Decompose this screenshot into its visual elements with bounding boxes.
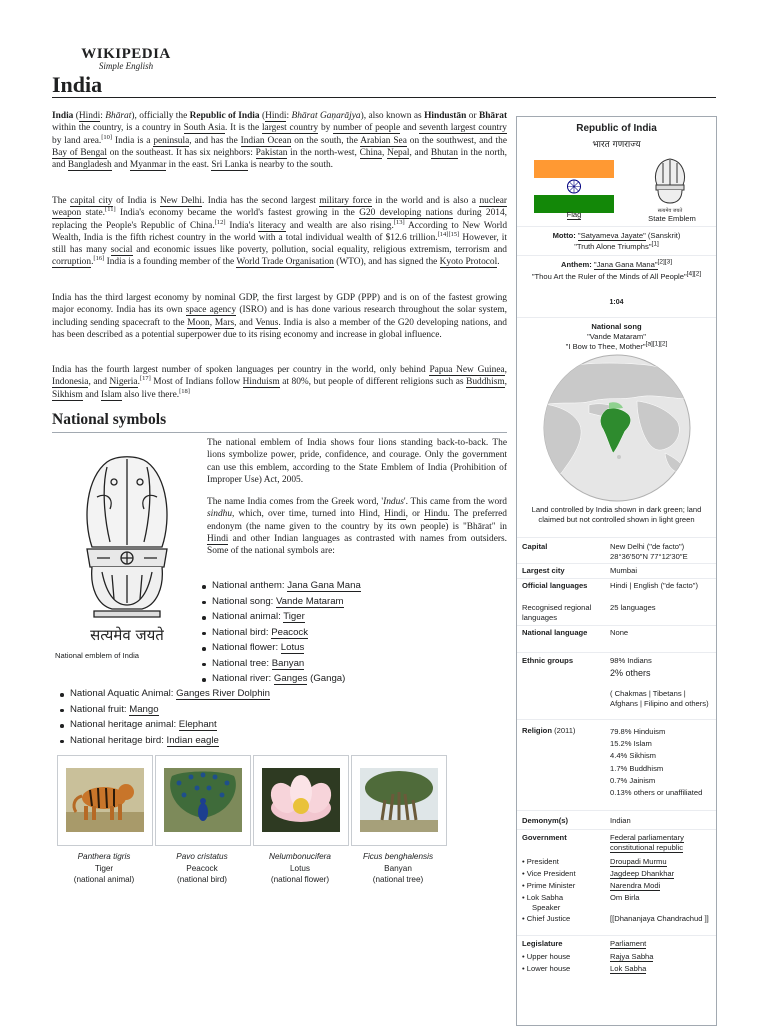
- text: (ISRO) and is has done various research throughout the solar system, including sending spacecraft to the: [52, 305, 507, 328]
- gallery-image-tiger[interactable]: [57, 755, 153, 846]
- text: . India is also a member of the G20 developing nations, and has been described as a potential superpower due to its rising economy and increase in global influence.: [52, 317, 507, 340]
- link-indian-ocean[interactable]: Indian Ocean: [240, 135, 292, 146]
- religion-item: 15.2% Islam: [610, 739, 652, 749]
- text: :: [286, 111, 292, 121]
- text: and wealth are also rising.: [285, 220, 394, 231]
- link-social[interactable]: social: [110, 245, 133, 256]
- list-item-link[interactable]: Tiger: [283, 611, 305, 622]
- emblem-motto-text: सत्यमेव जयते: [90, 626, 164, 644]
- link-bay-of-bengal[interactable]: Bay of Bengal: [52, 147, 107, 158]
- religion-label: [522, 726, 575, 736]
- president-value: [610, 857, 712, 867]
- gallery-caption-lotus: [252, 851, 348, 886]
- text: and: [82, 389, 101, 400]
- text: in the north, and: [52, 147, 508, 171]
- link-hindi[interactable]: Hindi: [207, 533, 229, 544]
- motto-line: [517, 231, 716, 240]
- text: ,: [504, 365, 507, 375]
- text: India is a founding member of the: [104, 257, 237, 268]
- common-name: Tiger: [94, 863, 114, 873]
- symbols-list: [200, 580, 361, 689]
- text: state.: [81, 208, 106, 219]
- state-emblem-label: State Emblem: [648, 214, 696, 223]
- text: in the east.: [166, 160, 212, 171]
- reference-link[interactable]: [18]: [179, 387, 190, 395]
- list-item-label: National bird:: [212, 626, 272, 638]
- text: on the southwest, and the: [406, 135, 507, 146]
- text: of India is: [112, 196, 160, 206]
- text: Bhārat: [105, 111, 132, 121]
- text: also live there.: [121, 389, 180, 400]
- state-emblem-icon[interactable]: [645, 155, 695, 215]
- logo-subtitle: Simple English: [98, 61, 154, 71]
- largest-city-value: Mumbai: [610, 566, 638, 575]
- audio-duration[interactable]: 1:04: [609, 299, 624, 306]
- national-song-title: "Vande Mataram": [587, 332, 646, 341]
- national-language-value: None: [610, 628, 629, 637]
- text: during 2014, replacing the People's Republic of China.: [52, 208, 507, 231]
- motto-label: Motto:: [552, 231, 576, 240]
- list-item: [58, 688, 270, 704]
- upper-house-value: [610, 952, 712, 962]
- link-bangladesh[interactable]: Bangladesh: [67, 160, 112, 171]
- common-name: Peacock: [186, 863, 218, 873]
- infobox: [516, 116, 717, 1026]
- bold-text: Bhārat: [478, 111, 508, 121]
- anthem-translation: [527, 271, 706, 282]
- official-languages-value: Hindi | English ("de facto"): [610, 581, 698, 590]
- link-sri-lanka[interactable]: Sri Lanka: [211, 160, 249, 171]
- link-nuclear-weapon[interactable]: nuclear weapon: [52, 196, 508, 219]
- divider: [517, 829, 716, 830]
- reference-link[interactable]: [a][1][2]: [645, 340, 668, 348]
- text: sindhu: [207, 509, 233, 520]
- list-item-label: National animal:: [212, 611, 284, 622]
- common-name: Lotus: [289, 863, 311, 873]
- government-label: Government: [522, 833, 567, 842]
- bold-text: India: [52, 111, 74, 121]
- link-kyoto-protocol[interactable]: Kyoto Protocol: [439, 257, 498, 268]
- flag-of-india-icon[interactable]: [534, 160, 614, 213]
- page-title: India: [52, 72, 103, 97]
- text: in the world and is also a: [371, 196, 480, 206]
- government-value: [610, 833, 712, 853]
- list-item: [200, 580, 361, 596]
- chief-justice-value: [[Dhananjaya Chandrachud ]]: [610, 914, 709, 923]
- reference-link[interactable]: [16]: [93, 255, 105, 263]
- national-song-label: National song: [591, 322, 642, 331]
- peacock-icon: [164, 768, 242, 832]
- flag-link[interactable]: Flag: [566, 210, 582, 219]
- anthem-link[interactable]: "Jana Gana Mana": [593, 260, 658, 269]
- vice-president-value: [610, 869, 712, 879]
- ethnic-group-1: 98% Indians: [610, 656, 652, 665]
- prime-minister-label: • Prime Minister: [522, 881, 576, 890]
- religion-item: 1.7% Buddhism: [610, 763, 664, 773]
- link-mars[interactable]: Mars: [214, 317, 235, 328]
- scientific-name: Nelumbonucifera: [269, 852, 331, 861]
- text: ,: [209, 317, 215, 328]
- text: on the southeast. It has six neighbors:: [106, 147, 256, 158]
- link-largest-country[interactable]: largest country: [261, 123, 319, 134]
- orthographic-map[interactable]: [537, 353, 697, 503]
- reference-link[interactable]: [4][2]: [686, 270, 702, 278]
- text: by land area.: [52, 135, 102, 146]
- divider: [517, 255, 716, 256]
- text: India is a: [112, 135, 154, 146]
- official-languages-label: Official languages: [522, 581, 588, 590]
- text: However, it still has many: [52, 232, 507, 256]
- link-hindi[interactable]: Hindi: [384, 509, 406, 520]
- text: '. This came from the word: [403, 497, 507, 507]
- link-number-of-people[interactable]: number of people: [333, 123, 401, 134]
- reference-link[interactable]: [12]: [214, 218, 226, 226]
- gallery-image-banyan[interactable]: [351, 755, 447, 846]
- list-item: [200, 673, 361, 689]
- link-capital-city[interactable]: capital city: [70, 196, 113, 206]
- ethnic-group-3: ( Chakmas | Tibetans | Afghans | Filipino and others): [610, 689, 709, 708]
- list-item-label: National Aquatic Animal:: [70, 688, 177, 699]
- list-item-link[interactable]: Peacock: [271, 626, 308, 638]
- text: and: [400, 123, 420, 134]
- title-rule: [52, 97, 716, 98]
- list-item: [200, 596, 361, 612]
- prime-minister-value: [610, 881, 712, 891]
- symbol-role: (national animal): [73, 875, 135, 884]
- text: (: [259, 111, 266, 121]
- text: or: [466, 111, 479, 121]
- list-item-label: National heritage bird:: [70, 734, 167, 746]
- link-g20[interactable]: G20 developing nations: [359, 208, 453, 219]
- list-item-link[interactable]: Jana Gana Mana: [287, 580, 361, 591]
- ethnic-group-2: 2% others: [610, 668, 651, 678]
- text: ), officially the: [131, 111, 190, 121]
- text: .: [91, 257, 94, 268]
- map-caption: Land controlled by India shown in dark green; land claimed but not controlled shown in light green: [531, 505, 702, 524]
- religion-item: 0.13% others or unaffiliated: [610, 787, 703, 797]
- text: ), also known as: [360, 111, 425, 121]
- religion-item: 79.8% Hinduism: [610, 727, 666, 736]
- text: Most of Indians follow: [150, 377, 243, 388]
- divider: [517, 810, 716, 811]
- tiger-icon: [66, 768, 144, 832]
- list-item: [200, 627, 361, 643]
- text: . India has the second largest: [201, 196, 320, 206]
- link-venus[interactable]: Venus: [255, 317, 279, 328]
- bold-text: Republic of India: [189, 111, 260, 121]
- legislature-link[interactable]: Parliament: [610, 939, 647, 948]
- wikipedia-logo[interactable]: [66, 46, 186, 71]
- symbol-role: (national bird): [176, 875, 228, 884]
- text: at 80%, but people of different religions such as: [279, 377, 467, 388]
- text: , which, over time, turned into Hind,: [232, 509, 385, 520]
- list-item-tail: (Ganga): [307, 673, 346, 684]
- lion-capital-icon: [52, 437, 202, 647]
- link-moon[interactable]: Moon: [187, 317, 210, 328]
- link-literacy[interactable]: literacy: [257, 220, 286, 231]
- text: ,: [504, 377, 507, 388]
- text: , and: [409, 147, 431, 158]
- link-bhutan[interactable]: Bhutan: [430, 147, 458, 158]
- motto-translation-text: "Truth Alone Triumphs": [574, 242, 652, 251]
- divider: [517, 317, 716, 318]
- lotus-icon: [262, 768, 340, 832]
- scientific-name: Ficus benghalensis: [362, 852, 434, 861]
- text: Indus: [383, 497, 404, 507]
- divider: [517, 935, 716, 936]
- section-rule: [52, 432, 507, 433]
- demonym-value: Indian: [610, 816, 631, 825]
- list-item-link[interactable]: Ganges River Dolphin: [176, 688, 270, 699]
- scientific-name: Panthera tigris: [77, 852, 131, 861]
- bold-text: Hindustān: [424, 111, 467, 121]
- divider: [517, 625, 716, 626]
- reference-link[interactable]: [13]: [393, 218, 405, 226]
- text: , and: [88, 377, 110, 388]
- president-label: [522, 857, 559, 867]
- text: within the country, is a country in: [52, 123, 184, 134]
- lead-paragraph-2: [52, 195, 507, 269]
- religion-label-text: Religion: [522, 726, 552, 735]
- link-china[interactable]: China: [359, 147, 382, 158]
- regional-languages-value: 25 languages: [610, 603, 656, 612]
- motto-translation: [517, 242, 716, 251]
- prime-minister-link[interactable]: Narendra Modi: [610, 881, 661, 890]
- link-south-asia[interactable]: South Asia: [183, 123, 225, 134]
- text: is nearby to the south.: [248, 160, 333, 171]
- reference-link[interactable]: [1]: [651, 240, 659, 248]
- capital-value: New Delhi ("de facto"): [610, 542, 685, 551]
- symbol-role: (national flower): [270, 875, 330, 884]
- legislature-value: [610, 939, 712, 949]
- text: .: [497, 257, 500, 268]
- demonym-label: Demonym(s): [522, 816, 568, 825]
- common-name: Banyan: [384, 863, 412, 873]
- link-hindi[interactable]: Hindi: [78, 111, 101, 121]
- religion-item: 4.4% Sikhism: [610, 751, 657, 761]
- text: in the north-west,: [287, 147, 360, 158]
- lead-paragraph-3: [52, 292, 507, 341]
- logo-wordmark: WIKIPEDIA: [81, 46, 171, 62]
- ethnic-groups-label: Ethnic groups: [522, 656, 574, 665]
- national-language-label: National language: [522, 628, 588, 637]
- text: on the south, the: [291, 135, 361, 146]
- lower-house-value: [610, 964, 712, 974]
- president-link[interactable]: Droupadi Murmu: [610, 857, 667, 866]
- list-item: [58, 735, 270, 751]
- reference-link[interactable]: [11]: [105, 206, 116, 214]
- link-seventh-largest[interactable]: seventh largest country: [419, 123, 507, 134]
- link-hindu[interactable]: Hindu: [424, 509, 448, 520]
- list-item-link[interactable]: Elephant: [178, 719, 217, 730]
- link-nepal[interactable]: Nepal: [387, 147, 410, 158]
- president-label-text: • President: [522, 857, 559, 866]
- text: and other Indian languages as contrasted with names from outsiders. Some of the national symbols are:: [207, 533, 507, 557]
- list-item-label: National flower:: [212, 642, 281, 653]
- largest-city-label: Largest city: [522, 566, 565, 575]
- divider: [517, 226, 716, 227]
- divider: [517, 578, 716, 579]
- divider: [517, 652, 716, 653]
- text: . The preferred endonym (the name given to the country by its own people) is "Bhārat" in: [207, 509, 507, 532]
- government-link[interactable]: Federal parliamentary constitutional republic: [610, 833, 684, 852]
- list-item-label: National fruit:: [70, 703, 130, 715]
- list-item: [200, 642, 361, 658]
- link-sikhism[interactable]: Sikhism: [52, 389, 83, 400]
- text: , and: [234, 317, 256, 328]
- speaker-value: Om Birla: [610, 893, 640, 902]
- text: , and has the: [189, 135, 241, 146]
- chief-justice-label: • Chief Justice: [522, 914, 571, 923]
- list-item-link[interactable]: Lotus: [280, 642, 305, 653]
- list-item: [200, 658, 361, 674]
- gallery-image-peacock[interactable]: [155, 755, 251, 846]
- symbols-list-continued: [58, 688, 270, 750]
- link-space-agency[interactable]: space agency: [185, 305, 237, 316]
- upper-house-label: • Upper house: [522, 952, 571, 961]
- lower-house-label: • Lower house: [522, 964, 571, 973]
- text: The name India comes from the Greek word, ': [207, 497, 384, 507]
- text: and: [111, 160, 130, 171]
- motto-language: (Sanskrit): [645, 231, 681, 240]
- infobox-native-name: भारत गणराज्य: [592, 140, 641, 150]
- speaker-label-2: Speaker: [532, 903, 561, 912]
- infobox-title: Republic of India: [576, 123, 657, 134]
- link-hindi[interactable]: Hindi: [265, 111, 287, 121]
- link-military-force[interactable]: military force: [319, 196, 372, 206]
- list-item-label: National river:: [212, 673, 274, 684]
- religion-list: [610, 727, 712, 800]
- religion-year: (2011): [551, 726, 576, 735]
- text: , or: [405, 509, 425, 520]
- religion-item: 0.7% Jainism: [610, 775, 656, 785]
- lead-paragraph-1: [52, 110, 507, 171]
- divider: [517, 537, 716, 538]
- text: by: [318, 123, 334, 134]
- link-nigeria[interactable]: Nigeria: [109, 377, 138, 388]
- list-item-link[interactable]: Ganges: [273, 673, 308, 684]
- link-peninsula[interactable]: peninsula: [153, 135, 190, 146]
- song-translation-text: "I Bow to Thee, Mother": [565, 342, 646, 351]
- list-item-link[interactable]: Mango: [129, 703, 159, 715]
- flag-label[interactable]: [534, 210, 614, 219]
- link-wto[interactable]: World Trade Organisation: [236, 257, 334, 268]
- anthem-line: [517, 260, 716, 269]
- text: India has the fourth largest number of spoken languages per country in the world, only behind: [52, 365, 430, 375]
- text: India's: [225, 220, 258, 231]
- reference-link[interactable]: [10]: [101, 133, 113, 141]
- link-arabian-sea[interactable]: Arabian Sea: [360, 135, 407, 146]
- vice-president-label: • Vice President: [522, 869, 576, 878]
- link-papua-new-guinea[interactable]: Papua New Guinea: [429, 365, 505, 375]
- reference-link[interactable]: [2][3]: [657, 258, 673, 266]
- gallery-image-lotus[interactable]: [253, 755, 349, 846]
- text: . It is the: [225, 123, 262, 134]
- section-heading-national-symbols: National symbols: [52, 411, 167, 428]
- banyan-tree-icon: [360, 768, 438, 832]
- text: India's economy became the world's fastest growing in the: [115, 208, 360, 219]
- list-item: [58, 719, 270, 735]
- list-item-link[interactable]: Banyan: [271, 657, 305, 669]
- reference-link[interactable]: [14][15]: [437, 230, 460, 238]
- text: :: [100, 111, 106, 121]
- capital-coordinates[interactable]: 28°36′50″N 77°12′30″E: [610, 552, 688, 561]
- link-new-delhi[interactable]: New Delhi: [159, 196, 202, 206]
- text: and economic issues like poverty, pollution, social equality, religious extremism, terrorism and: [132, 245, 507, 256]
- divider: [517, 563, 716, 564]
- motto-link[interactable]: "Satyameva Jayate": [577, 231, 646, 240]
- emblem-caption: National emblem of India: [55, 651, 139, 660]
- list-item-label: National heritage animal:: [70, 719, 179, 730]
- link-buddhism[interactable]: Buddhism: [466, 377, 505, 388]
- list-item-label: National tree:: [212, 657, 272, 669]
- list-item: [200, 611, 361, 627]
- symbol-role: (national tree): [372, 875, 424, 884]
- text: .: [137, 377, 140, 388]
- text: ,: [381, 147, 388, 158]
- link-pakistan[interactable]: Pakistan: [255, 147, 288, 158]
- anthem-translation-text: "Thou Art the Ruler of the Minds of All People": [531, 272, 687, 281]
- legislature-label: Legislature: [522, 939, 563, 948]
- anthem-label: Anthem:: [560, 260, 592, 269]
- gallery-caption-tiger: [56, 851, 152, 886]
- link-indonesia[interactable]: Indonesia: [52, 377, 89, 388]
- text: The: [52, 196, 71, 206]
- gallery-caption-peacock: [154, 851, 250, 886]
- text: (WTO), and has signed the: [333, 257, 440, 268]
- vice-president-link[interactable]: Jagdeep Dhankhar: [610, 869, 675, 878]
- national-emblem-image[interactable]: [52, 437, 202, 647]
- regional-languages-label: Recognised regional languages: [522, 603, 592, 622]
- lead-paragraph-4: [52, 364, 507, 401]
- list-item-link[interactable]: Vande Mataram: [276, 595, 344, 607]
- text: (: [73, 111, 79, 121]
- capital-label: Capital: [522, 542, 548, 551]
- speaker-label: • Lok Sabha: [522, 893, 564, 902]
- national-song-translation: [517, 342, 716, 351]
- text: India has the third largest economy by nominal GDP, the first largest by GDP (PPP) and is on of the fastest growing major economy. India has its own: [52, 293, 507, 316]
- lower-house-link[interactable]: Lok Sabha: [610, 964, 647, 973]
- emblem-paragraph: The national emblem of India shows four lions standing back-to-back. The lions symbolize power, pride, confidence, and courage. Only the government can use this emblem, according to the State Emblem of India (Prohibition of Improper Use) Act, 2005.: [207, 438, 507, 485]
- state-emblem-motto: सत्यमेव जयते: [657, 208, 683, 214]
- list-item: [58, 704, 270, 720]
- link-myanmar[interactable]: Myanmar: [129, 160, 167, 171]
- text: According to New World Wealth, India is the fifth richest country in the world with a total individual wealth of $12.6 trillion.: [52, 220, 508, 243]
- name-origin-paragraph: [207, 496, 507, 557]
- scientific-name: Pavo cristatus: [176, 852, 228, 861]
- divider: [517, 719, 716, 720]
- upper-house-link[interactable]: Rajya Sabha: [610, 952, 654, 961]
- link-islam[interactable]: Islam: [100, 389, 122, 400]
- list-item-label: National anthem:: [212, 580, 288, 591]
- reference-link[interactable]: [17]: [139, 375, 151, 383]
- link-corruption[interactable]: corruption: [52, 257, 92, 268]
- list-item-label: National song:: [212, 595, 276, 607]
- gallery-caption-banyan: [350, 851, 446, 886]
- list-item-link[interactable]: Indian eagle: [166, 734, 219, 746]
- text: Bhārat Gaṇarājya: [291, 111, 361, 121]
- link-hinduism[interactable]: Hinduism: [242, 377, 280, 388]
